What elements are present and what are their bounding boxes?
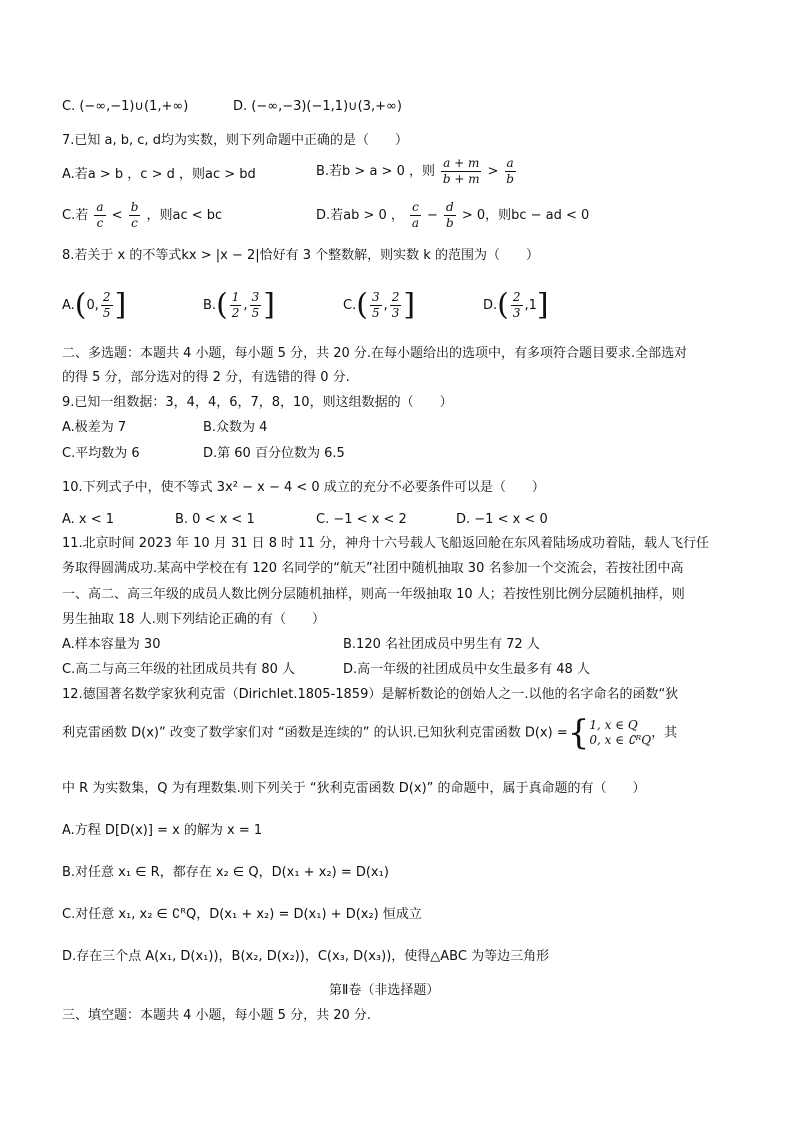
q12-option-d: D.存在三个点 A(x₁, D(x₁))，B(x₂, D(x₂))，C(x₃, D(x₃))，使得△ABC 为等边三角形 [62,949,550,964]
q8-b-lparen: ( [216,287,228,323]
q8-d-fraction [511,290,523,321]
q9-option-b: B.众数为 4 [203,420,268,435]
q7-option-b [316,156,518,187]
q8-a-zero: 0, [86,298,99,313]
q7-d-num1: c [412,200,419,214]
q9-stem: 9.已知一组数据：3，4，4，6，7，8，10，则这组数据的（ ） [62,395,453,410]
q8-c-fraction-2 [390,290,402,321]
q11-line2: 务取得圆满成功.某高中学校在有 120 名同学的“航天”社团中随机抽取 30 名参加一个交流会，若按社团中高 [62,561,684,576]
q8-option-c [343,287,416,323]
q8-b-rbracket: ] [263,287,275,323]
q7-d-num2: d [445,200,454,214]
q7-c-den2: c [131,216,138,230]
q10-stem: 10.下列式子中，使不等式 3x² − x − 4 < 0 成立的充分不必要条件可以是（ ） [62,480,545,495]
q7-b-fraction-2 [505,156,516,187]
q10-option-a: A. x < 1 [62,512,115,527]
q11-line4: 男生抽取 18 人.则下列结论正确的有（ ） [62,612,325,627]
q8-b-den1: 2 [231,306,240,320]
section3-instructions: 三、填空题：本题共 4 小题，每小题 5 分，共 20 分. [62,1008,372,1023]
q11-option-b: B.120 名社团成员中男生有 72 人 [343,637,540,652]
q7-b-gt: > [487,164,499,179]
q7-c-num2: b [130,200,139,214]
q7-d-den1: a [411,216,419,230]
q8-c-num2: 2 [391,290,400,304]
q10-option-b: B. 0 < x < 1 [175,512,255,527]
q8-d-den1: 3 [512,306,521,320]
q7-stem: 7.已知 a, b, c, d均为实数，则下列命题中正确的是（ ） [62,133,408,148]
q8-c-den2: 3 [391,306,400,320]
q12-line2-post: ，其 [651,725,678,741]
q7-b-fraction-1 [441,156,481,187]
q12-line2-text: 利克雷函数 D(x)” 改变了数学家们对 “函数是连续的” 的认识.已知狄利克雷函数 D(x) = [62,725,568,741]
q11-option-c: C.高二与高三年级的社团成员共有 80 人 [62,662,296,677]
q7-d-post: > 0，则bc − ad < 0 [461,208,590,223]
q7-option-d [316,200,589,231]
q8-option-b [203,287,275,323]
q7-c-num1: a [96,200,104,214]
q6-option-d: D. (−∞,−3)(−1,1)∪(3,+∞) [233,99,402,114]
q11-line1: 11.北京时间 2023 年 10 月 31 日 8 时 11 分，神舟十六号载人飞船返回舱在东风着陆场成功着陆，载人飞行任 [62,536,709,551]
q8-b-comma: , [243,298,248,313]
q11-option-a: A.样本容量为 30 [62,637,161,652]
q11-line3: 一、高二、高三年级的成员人数比例分层随机抽样，则高一年级抽取 10 人；若按性别比例分层随机抽样，则 [62,587,685,602]
q11-option-d: D.高一年级的社团成员中女生最多有 48 人 [343,662,590,677]
q7-d-fraction-1 [410,200,421,231]
q9-option-c: C.平均数为 6 [62,446,140,461]
q8-c-comma: , [383,298,388,313]
section2-instructions-line1: 二、多选题：本题共 4 小题，每小题 5 分，共 20 分.在每小题给出的选项中，有多项符合题目要求.全部选对 [62,346,688,361]
q8-d-num1: 2 [512,290,521,304]
q8-b-num2: 3 [251,290,260,304]
q12-option-c: C.对任意 x₁, x₂ ∈ ∁ᴿQ，D(x₁ + x₂) = D(x₁) + D(x₂) 恒成立 [62,907,422,922]
q12-line3: 中 R 为实数集，Q 为有理数集.则下列关于 “狄利克雷函数 D(x)” 的命题中，属于真命题的有（ ） [62,781,646,796]
q9-option-a: A.极差为 7 [62,420,127,435]
q12-option-b: B.对任意 x₁ ∈ R，都存在 x₂ ∈ Q，D(x₁ + x₂) = D(x₁) [62,865,389,880]
q8-d-lparen: ( [497,287,509,323]
q7-c-post: ，则ac < bc [146,208,223,223]
q8-d-prefix: D. [483,298,498,313]
q8-b-num1: 1 [231,290,240,304]
q7-b-den1: b + m [442,172,480,186]
q7-option-a: A.若a > b ，c > d ，则ac > bd [62,167,256,182]
q10-option-d: D. −1 < x < 0 [456,512,548,527]
q7-option-c [62,200,222,231]
q7-c-lt: < [111,208,123,223]
q8-b-fraction-1 [230,290,242,321]
q8-a-lparen: ( [74,287,87,323]
q7-c-prefix: C.若 [62,208,89,223]
q8-option-a [62,287,127,323]
q8-b-fraction-2 [250,290,262,321]
part2-title: 第Ⅱ卷（非选择题） [329,983,440,998]
q7-c-fraction-1 [94,200,105,231]
q7-d-fraction-2 [444,200,456,231]
section2-instructions-line2: 的得 5 分，部分选对的得 2 分，有选错的得 0 分. [62,370,350,385]
q8-b-prefix: B. [203,298,217,313]
q7-b-prefix: B.若b > a > 0 ，则 [316,164,435,179]
q8-stem: 8.若关于 x 的不等式kx > |x − 2|恰好有 3 个整数解，则实数 k 的范围为（ ） [62,248,539,263]
q10-option-c: C. −1 < x < 2 [316,512,407,527]
q8-c-fraction-1 [370,290,382,321]
q8-a-fraction [101,290,113,321]
q8-c-num1: 3 [371,290,380,304]
q7-c-den1: c [96,216,104,230]
q12-option-a: A.方程 D[D(x)] = x 的解为 x = 1 [62,823,263,838]
piecewise-cases [589,718,651,748]
q7-d-prefix: D.若ab > 0 ， [316,208,404,223]
q7-b-num2: a [506,156,514,170]
q8-c-prefix: C. [343,298,357,313]
q7-d-minus: − [426,208,438,223]
q8-c-lparen: ( [356,287,368,323]
q7-b-num1: a + m [443,156,480,170]
q8-a-num: 2 [102,290,111,304]
q8-c-den1: 5 [371,306,380,320]
q12-line1: 12.德国著名数学家狄利克雷（Dirichlet.1805-1859）是解析数论的创始人之一.以他的名字命名的函数“狄 [62,687,679,702]
q6-option-c: C. (−∞,−1)∪(1,+∞) [62,99,189,114]
piecewise-case-2: 0, x ∈ ∁ᴿQ [589,733,652,747]
q8-a-prefix: A. [62,298,75,313]
q8-b-den2: 5 [251,306,260,320]
q8-a-rbracket: ] [114,287,127,323]
q12-line2 [62,713,678,753]
q7-d-den2: b [445,216,454,230]
q8-d-one: ,1 [524,298,537,313]
q8-a-den: 5 [102,306,111,320]
q7-c-fraction-2 [129,200,141,231]
q8-d-rbracket: ] [536,287,549,323]
q8-option-d [483,287,549,323]
q9-option-d: D.第 60 百分位数为 6.5 [203,446,345,461]
piecewise-case-1: 1, x ∈ Q [589,718,638,732]
piecewise-brace: { [567,713,590,753]
q8-c-rbracket: ] [403,287,416,323]
q7-b-den2: b [506,172,514,186]
